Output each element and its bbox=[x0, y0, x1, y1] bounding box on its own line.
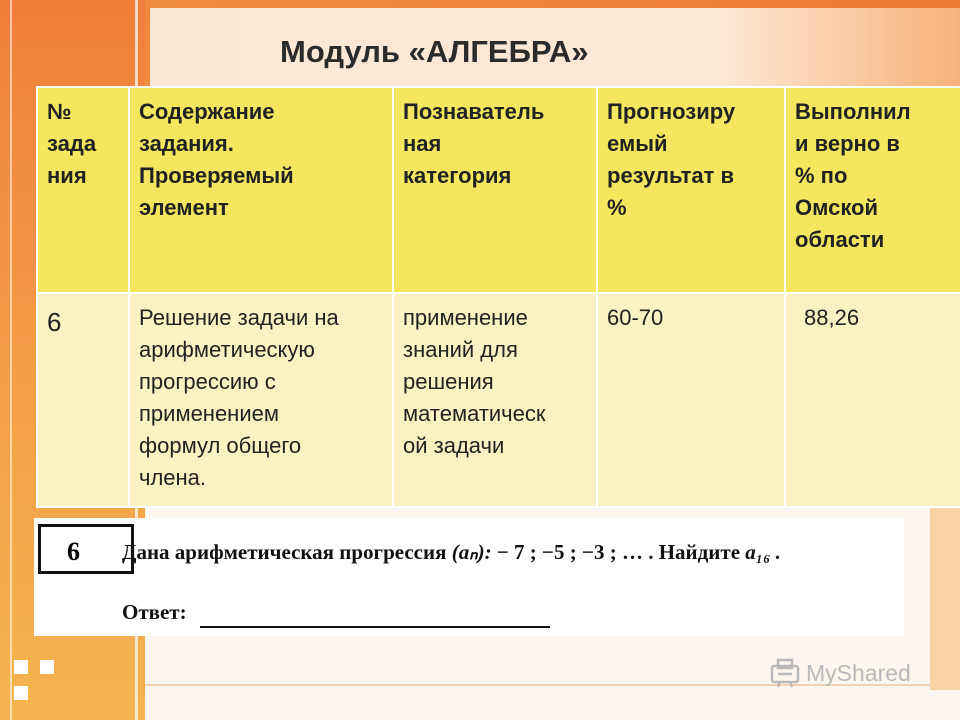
table-row bbox=[37, 293, 960, 507]
header-line: Содержание bbox=[139, 99, 275, 124]
slide-title: Модуль «АЛГЕБРА» bbox=[280, 34, 589, 69]
cell-line: арифметическую bbox=[139, 337, 315, 362]
cell-line: ой задачи bbox=[403, 433, 505, 458]
category-cell bbox=[393, 293, 597, 507]
header-line: Проверяемый bbox=[139, 163, 294, 188]
header-line: ная bbox=[403, 131, 442, 156]
decor-square bbox=[40, 660, 54, 674]
cell-line: знаний для bbox=[403, 337, 518, 362]
header-line: категория bbox=[403, 163, 512, 188]
cell-line: применение bbox=[403, 305, 528, 330]
forecast-cell: 60-70 bbox=[597, 293, 785, 507]
header-cell-number bbox=[37, 87, 129, 293]
header-cell-category bbox=[393, 87, 597, 293]
cell-line: применением bbox=[139, 401, 279, 426]
myshared-logo-icon bbox=[770, 658, 802, 688]
header-line: области bbox=[795, 227, 885, 252]
decor-line bbox=[10, 0, 12, 720]
header-cell-forecast bbox=[597, 87, 785, 293]
task-target: a₁₆ . bbox=[745, 540, 781, 564]
header-line: Прогнозиру bbox=[607, 99, 736, 124]
actual-value: 88,26 bbox=[804, 305, 860, 330]
header-line: % по bbox=[795, 163, 848, 188]
header-line: Выполнил bbox=[795, 99, 911, 124]
content-cell bbox=[129, 293, 393, 507]
header-line: результат в bbox=[607, 163, 734, 188]
task-card bbox=[34, 518, 904, 636]
watermark-text: MyShared bbox=[806, 659, 911, 686]
watermark bbox=[770, 658, 911, 688]
sequence-name: (aₙ): bbox=[451, 540, 492, 564]
header-line: и верно в bbox=[795, 131, 900, 156]
header-line: задания. bbox=[139, 131, 234, 156]
cell-line: формул общего bbox=[139, 433, 302, 458]
header-line: емый bbox=[607, 131, 668, 156]
task-number-box: 6 bbox=[38, 524, 134, 574]
header-line: ния bbox=[47, 163, 87, 188]
header-cell-content bbox=[129, 87, 393, 293]
header-line: Познаватель bbox=[403, 99, 545, 124]
task-find: Найдите bbox=[658, 540, 741, 564]
header-line: Омской bbox=[795, 195, 879, 220]
cell-line: решения bbox=[403, 369, 494, 394]
header-line: % bbox=[607, 195, 627, 220]
decor-square bbox=[14, 686, 28, 700]
cell-line: члена. bbox=[139, 465, 207, 490]
task-statement bbox=[122, 540, 781, 565]
module-table bbox=[36, 86, 960, 508]
table-header-row bbox=[37, 87, 960, 293]
sequence-terms: − 7 ; −5 ; −3 ; … . bbox=[496, 540, 654, 564]
cell-line: прогрессию с bbox=[139, 369, 276, 394]
answer-label: Ответ: bbox=[122, 600, 187, 624]
task-number-cell: 6 bbox=[37, 293, 129, 507]
cell-line: Решение задачи на bbox=[139, 305, 339, 330]
answer-line bbox=[200, 626, 550, 628]
decor-square bbox=[14, 660, 28, 674]
header-line: элемент bbox=[139, 195, 229, 220]
header-cell-actual bbox=[785, 87, 960, 293]
header-line: № bbox=[47, 99, 72, 124]
actual-cell bbox=[785, 293, 960, 507]
task-text: Дана арифметическая прогрессия bbox=[122, 540, 447, 564]
header-line: зада bbox=[47, 131, 97, 156]
cell-line: математическ bbox=[403, 401, 546, 426]
